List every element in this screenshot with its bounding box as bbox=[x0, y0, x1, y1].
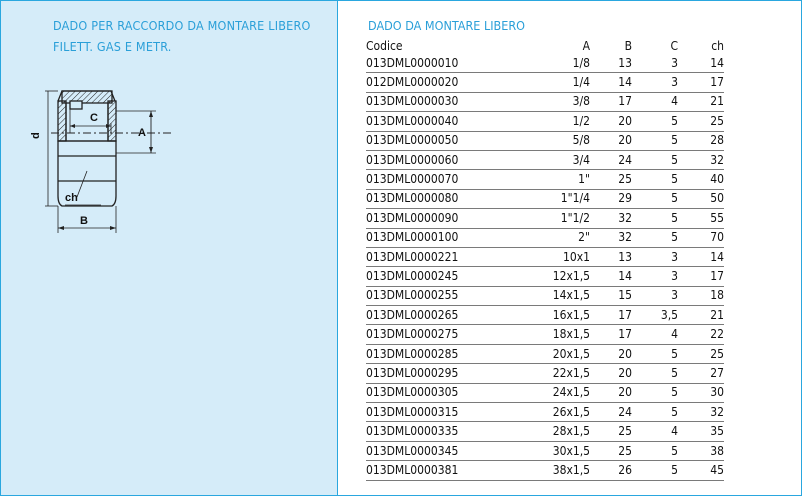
cell-a: 14x1,5 bbox=[512, 286, 590, 305]
cell-b: 13 bbox=[590, 54, 632, 73]
cell-b: 13 bbox=[590, 247, 632, 266]
cell-codice: 013DML0000060 bbox=[366, 150, 512, 169]
table-row bbox=[366, 112, 724, 131]
cell-c: 5 bbox=[632, 170, 678, 189]
cell-b: 24 bbox=[590, 403, 632, 422]
right-wall-section bbox=[108, 101, 116, 141]
left-wall-section bbox=[58, 101, 66, 141]
header-codice: Codice bbox=[366, 39, 403, 53]
table-row bbox=[366, 267, 724, 286]
cell-a: 1/2 bbox=[512, 112, 590, 131]
cell-a: 20x1,5 bbox=[512, 344, 590, 363]
cell-b: 20 bbox=[590, 112, 632, 131]
drawing-panel bbox=[0, 0, 338, 496]
cell-ch: 14 bbox=[678, 54, 724, 73]
cell-b: 14 bbox=[590, 267, 632, 286]
header-ch: ch bbox=[711, 39, 724, 53]
cell-codice: 013DML0000295 bbox=[366, 364, 512, 383]
cell-a: 10x1 bbox=[512, 247, 590, 266]
cell-a: 1"1/4 bbox=[512, 189, 590, 208]
cell-b: 20 bbox=[590, 131, 632, 150]
label-c: C bbox=[90, 112, 98, 124]
cell-b: 24 bbox=[590, 150, 632, 169]
cell-b: 29 bbox=[590, 189, 632, 208]
cell-c: 4 bbox=[632, 422, 678, 441]
cell-codice: 013DML0000030 bbox=[366, 92, 512, 111]
cell-codice: 013DML0000050 bbox=[366, 131, 512, 150]
table-row bbox=[366, 189, 724, 208]
cell-codice: 012DML0000020 bbox=[366, 73, 512, 92]
cell-ch: 35 bbox=[678, 422, 724, 441]
cell-a: 12x1,5 bbox=[512, 267, 590, 286]
cell-codice: 013DML0000221 bbox=[366, 247, 512, 266]
cell-c: 5 bbox=[632, 112, 678, 131]
cell-a: 38x1,5 bbox=[512, 461, 590, 480]
cell-ch: 70 bbox=[678, 228, 724, 247]
cell-b: 17 bbox=[590, 306, 632, 325]
cell-a: 1/4 bbox=[512, 73, 590, 92]
cell-b: 25 bbox=[590, 441, 632, 460]
cell-c: 5 bbox=[632, 441, 678, 460]
cell-b: 25 bbox=[590, 422, 632, 441]
groove bbox=[70, 101, 82, 109]
label-b: B bbox=[80, 215, 88, 227]
table-header-row bbox=[366, 38, 724, 54]
cell-c: 5 bbox=[632, 403, 678, 422]
cell-ch: 21 bbox=[678, 306, 724, 325]
cell-b: 17 bbox=[590, 325, 632, 344]
table-row bbox=[366, 325, 724, 344]
cell-ch: 22 bbox=[678, 325, 724, 344]
table-row bbox=[366, 73, 724, 92]
cell-a: 18x1,5 bbox=[512, 325, 590, 344]
drawing-title-line-2: FILETT. GAS E METR. bbox=[53, 39, 172, 54]
cell-c: 5 bbox=[632, 131, 678, 150]
table-row bbox=[366, 383, 724, 402]
cell-b: 26 bbox=[590, 461, 632, 480]
cell-ch: 50 bbox=[678, 189, 724, 208]
cell-ch: 17 bbox=[678, 267, 724, 286]
cell-ch: 21 bbox=[678, 92, 724, 111]
cell-codice: 013DML0000245 bbox=[366, 267, 512, 286]
cell-ch: 25 bbox=[678, 344, 724, 363]
cell-b: 32 bbox=[590, 228, 632, 247]
cell-b: 25 bbox=[590, 170, 632, 189]
cell-ch: 30 bbox=[678, 383, 724, 402]
cell-codice: 013DML0000080 bbox=[366, 189, 512, 208]
cell-b: 32 bbox=[590, 209, 632, 228]
table-row bbox=[366, 209, 724, 228]
label-ch: ch bbox=[65, 192, 78, 204]
table-row bbox=[366, 92, 724, 111]
table-row bbox=[366, 170, 724, 189]
cell-codice: 013DML0000040 bbox=[366, 112, 512, 131]
table-row bbox=[366, 286, 724, 305]
cell-c: 5 bbox=[632, 461, 678, 480]
table-row bbox=[366, 364, 724, 383]
cell-ch: 55 bbox=[678, 209, 724, 228]
cell-ch: 17 bbox=[678, 73, 724, 92]
cell-codice: 013DML0000255 bbox=[366, 286, 512, 305]
cell-a: 1" bbox=[512, 170, 590, 189]
cell-codice: 013DML0000090 bbox=[366, 209, 512, 228]
cell-codice: 013DML0000010 bbox=[366, 54, 512, 73]
header-c: C bbox=[670, 39, 678, 53]
cell-c: 5 bbox=[632, 189, 678, 208]
cell-a: 28x1,5 bbox=[512, 422, 590, 441]
specification-panel bbox=[337, 0, 802, 496]
cell-ch: 32 bbox=[678, 403, 724, 422]
cell-a: 5/8 bbox=[512, 131, 590, 150]
cell-b: 20 bbox=[590, 383, 632, 402]
table-row bbox=[366, 131, 724, 150]
cell-b: 20 bbox=[590, 344, 632, 363]
cell-c: 4 bbox=[632, 325, 678, 344]
cell-c: 3 bbox=[632, 54, 678, 73]
cell-codice: 013DML0000265 bbox=[366, 306, 512, 325]
cell-ch: 14 bbox=[678, 247, 724, 266]
table-row bbox=[366, 461, 724, 480]
cell-a: 1/8 bbox=[512, 54, 590, 73]
cell-ch: 45 bbox=[678, 461, 724, 480]
table-title: DADO DA MONTARE LIBERO bbox=[368, 18, 526, 33]
cell-codice: 013DML0000315 bbox=[366, 403, 512, 422]
cell-a: 16x1,5 bbox=[512, 306, 590, 325]
table-row bbox=[366, 441, 724, 460]
table-row bbox=[366, 150, 724, 169]
cell-a: 2" bbox=[512, 228, 590, 247]
cell-ch: 27 bbox=[678, 364, 724, 383]
cell-c: 3 bbox=[632, 267, 678, 286]
cell-c: 5 bbox=[632, 364, 678, 383]
cell-c: 3 bbox=[632, 247, 678, 266]
cell-codice: 013DML0000100 bbox=[366, 228, 512, 247]
cell-b: 20 bbox=[590, 364, 632, 383]
cell-c: 4 bbox=[632, 92, 678, 111]
table-row bbox=[366, 422, 724, 441]
cell-c: 3,5 bbox=[632, 306, 678, 325]
cell-ch: 32 bbox=[678, 150, 724, 169]
cell-c: 3 bbox=[632, 286, 678, 305]
cell-b: 14 bbox=[590, 73, 632, 92]
cell-ch: 28 bbox=[678, 131, 724, 150]
cell-ch: 40 bbox=[678, 170, 724, 189]
cell-a: 22x1,5 bbox=[512, 364, 590, 383]
table-row bbox=[366, 306, 724, 325]
cell-codice: 013DML0000345 bbox=[366, 441, 512, 460]
cell-codice: 013DML0000305 bbox=[366, 383, 512, 402]
table-row bbox=[366, 247, 724, 266]
cell-a: 3/8 bbox=[512, 92, 590, 111]
cell-c: 5 bbox=[632, 228, 678, 247]
nut-technical-drawing bbox=[1, 1, 339, 497]
cell-ch: 18 bbox=[678, 286, 724, 305]
cell-ch: 25 bbox=[678, 112, 724, 131]
cell-c: 5 bbox=[632, 383, 678, 402]
table-row bbox=[366, 403, 724, 422]
cell-codice: 013DML0000335 bbox=[366, 422, 512, 441]
label-a: A bbox=[138, 127, 146, 139]
cell-codice: 013DML0000275 bbox=[366, 325, 512, 344]
header-b: B bbox=[624, 39, 632, 53]
table-body bbox=[366, 54, 724, 480]
spec-table bbox=[366, 38, 724, 481]
table-row bbox=[366, 54, 724, 73]
cell-a: 1"1/2 bbox=[512, 209, 590, 228]
cell-b: 15 bbox=[590, 286, 632, 305]
cell-c: 5 bbox=[632, 344, 678, 363]
header-a: A bbox=[582, 39, 590, 53]
drawing-title-line-1: DADO PER RACCORDO DA MONTARE LIBERO bbox=[53, 18, 311, 33]
cell-a: 3/4 bbox=[512, 150, 590, 169]
cell-a: 24x1,5 bbox=[512, 383, 590, 402]
label-d: d bbox=[30, 132, 42, 139]
cell-codice: 013DML0000285 bbox=[366, 344, 512, 363]
cell-b: 17 bbox=[590, 92, 632, 111]
table-row bbox=[366, 228, 724, 247]
cell-c: 5 bbox=[632, 150, 678, 169]
cell-codice: 013DML0000381 bbox=[366, 461, 512, 480]
cell-a: 26x1,5 bbox=[512, 403, 590, 422]
cell-c: 5 bbox=[632, 209, 678, 228]
cell-ch: 38 bbox=[678, 441, 724, 460]
cell-codice: 013DML0000070 bbox=[366, 170, 512, 189]
cell-c: 3 bbox=[632, 73, 678, 92]
table-row bbox=[366, 344, 724, 363]
cell-a: 30x1,5 bbox=[512, 441, 590, 460]
